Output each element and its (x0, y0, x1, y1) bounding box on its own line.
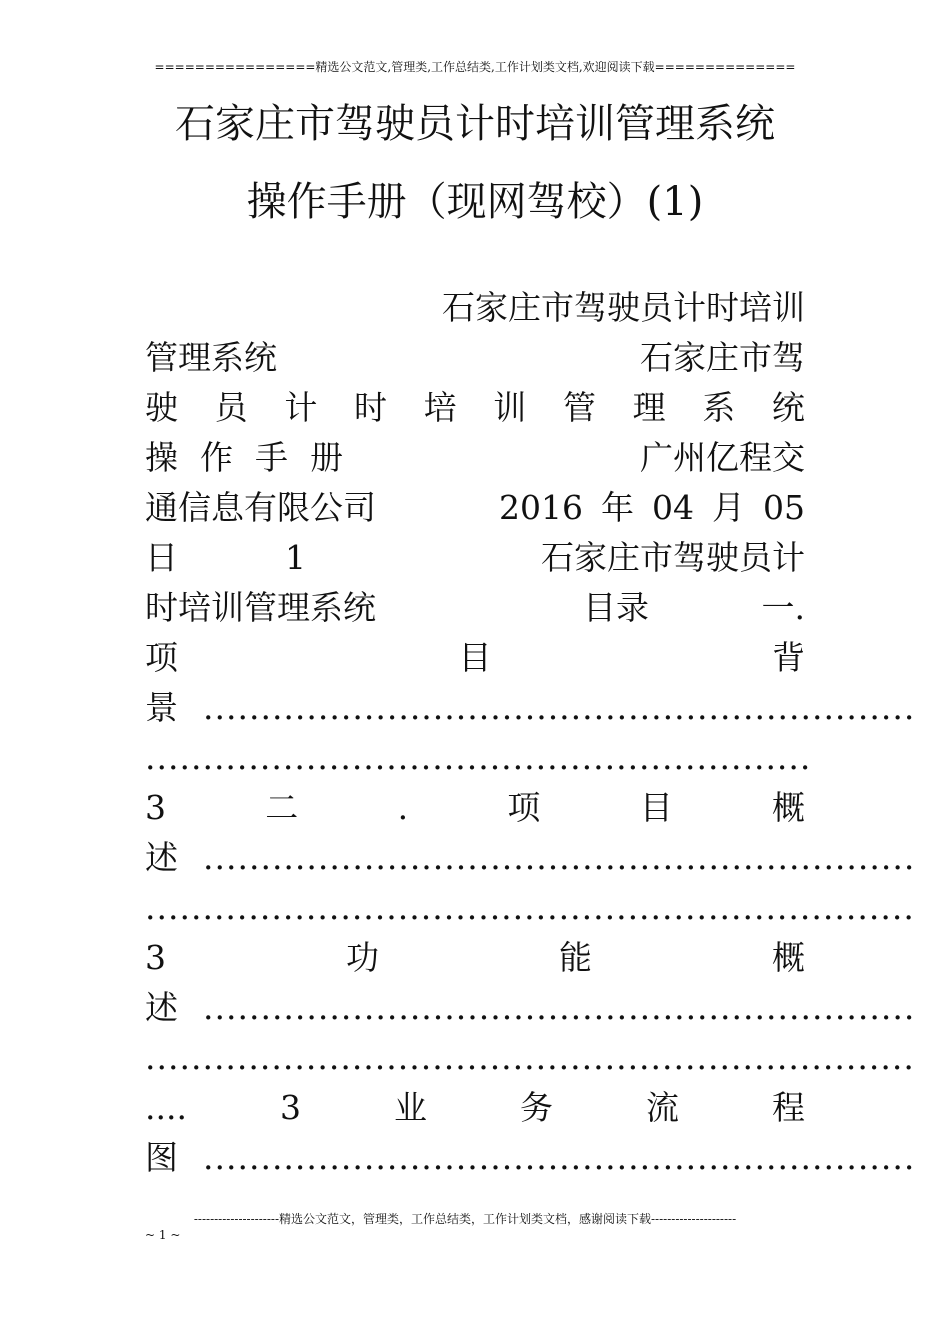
body-char: 统 (771, 388, 805, 427)
body-line-5 (145, 483, 805, 533)
body-char: 二 (265, 788, 299, 827)
body-char: 流 (645, 1088, 679, 1127)
body-char: 系 (702, 388, 736, 427)
body-char: 述 (145, 988, 178, 1027)
body-char: 程 (771, 1088, 805, 1127)
body-char: 员 (214, 388, 248, 427)
toc-leader: .............................................................. (203, 1138, 916, 1177)
body-char: 背 (772, 638, 805, 677)
body-text-spaced (145, 433, 343, 483)
toc-leader: .............................................................. (203, 988, 916, 1027)
body-char: 操 (145, 438, 178, 477)
body-char: .... (145, 1088, 187, 1127)
body-text: 石家庄市驾驶员计 (541, 538, 805, 577)
body-line-17 (145, 1083, 805, 1133)
body-line-4 (145, 433, 805, 483)
body-text: 通信息有限公司 (145, 488, 376, 527)
toc-leader: .............................................................. (203, 838, 916, 877)
body-char: 年 (601, 488, 634, 527)
body-char: 册 (310, 438, 343, 477)
body-line-2 (145, 333, 805, 383)
body-line-1 (145, 283, 805, 333)
body-text: 石家庄市驾驶员计时培训 (442, 288, 805, 327)
body-char: . (397, 788, 409, 827)
body-line-14 (145, 933, 805, 983)
body-char: 驶 (145, 388, 178, 427)
body-char: 培 (423, 388, 457, 427)
body-char: 景 (145, 688, 178, 727)
body-line-8 (145, 633, 805, 683)
body-date (499, 483, 805, 533)
body-char: 时 (353, 388, 387, 427)
toc-leader: ................................................................... (145, 1038, 915, 1077)
body-char: 概 (771, 788, 805, 827)
body-text: 1 (285, 538, 306, 577)
body-char: 3 (145, 938, 166, 977)
body-char: 管 (562, 388, 596, 427)
body-char: 能 (559, 938, 592, 977)
body-char: 图 (145, 1138, 178, 1177)
body-char: 述 (145, 838, 178, 877)
page-header: ================精选公文范文,管理类,工作总结类,工作计划类文档,欢迎阅读下载============== (154, 60, 796, 74)
body-line-6 (145, 533, 805, 583)
body-char: 3 (279, 1088, 301, 1127)
body-char: 目 (458, 638, 492, 677)
document-title-line2: 操作手册（现网驾校）(1) (246, 179, 704, 225)
body-char: 月 (712, 488, 745, 527)
toc-line (145, 733, 812, 783)
body-char: 05 (763, 488, 805, 527)
toc-heading: 目录 (583, 588, 649, 627)
body-text: 广州亿程交 (640, 438, 805, 477)
body-text: 时培训管理系统 (145, 588, 376, 627)
page-number: ~ 1 ~ (145, 1228, 181, 1242)
page-footer: ---------------------精选公文范文，管理类，工作总结类，工作计划类文档，感谢阅读下载--------------------- (193, 1212, 737, 1226)
body-line-3 (145, 383, 805, 433)
body-text: 一. (761, 588, 805, 627)
toc-line (145, 1133, 916, 1183)
toc-leader: .............................................................. (203, 688, 916, 727)
toc-line (145, 883, 915, 933)
body-char: 项 (145, 638, 178, 677)
body-char: 3 (145, 788, 166, 827)
document-title-line1: 石家庄市驾驶员计时培训管理系统 (175, 101, 775, 147)
body-char: 业 (393, 1088, 427, 1127)
body-char: 目 (639, 788, 673, 827)
body-text: 石家庄市驾 (640, 338, 805, 377)
body-text: 管理系统 (145, 338, 277, 377)
body-char: 理 (632, 388, 666, 427)
body-text: 日 (145, 538, 178, 577)
toc-line (145, 683, 916, 733)
body-char: 2016 (499, 488, 583, 527)
body-char: 计 (284, 388, 318, 427)
body-char: 务 (519, 1088, 553, 1127)
toc-line (145, 833, 916, 883)
body-line-11 (145, 783, 805, 833)
body-char: 04 (652, 488, 694, 527)
body-line-7 (145, 583, 805, 633)
toc-line (145, 983, 916, 1033)
body-char: 手 (255, 438, 288, 477)
body-char: 功 (346, 938, 379, 977)
body-char: 概 (772, 938, 805, 977)
body-char: 作 (200, 438, 233, 477)
toc-leader: ................................................................... (145, 888, 915, 927)
body-char: 项 (507, 788, 541, 827)
toc-leader: .......................................................... (145, 738, 812, 777)
toc-line (145, 1033, 915, 1083)
body-char: 训 (493, 388, 527, 427)
